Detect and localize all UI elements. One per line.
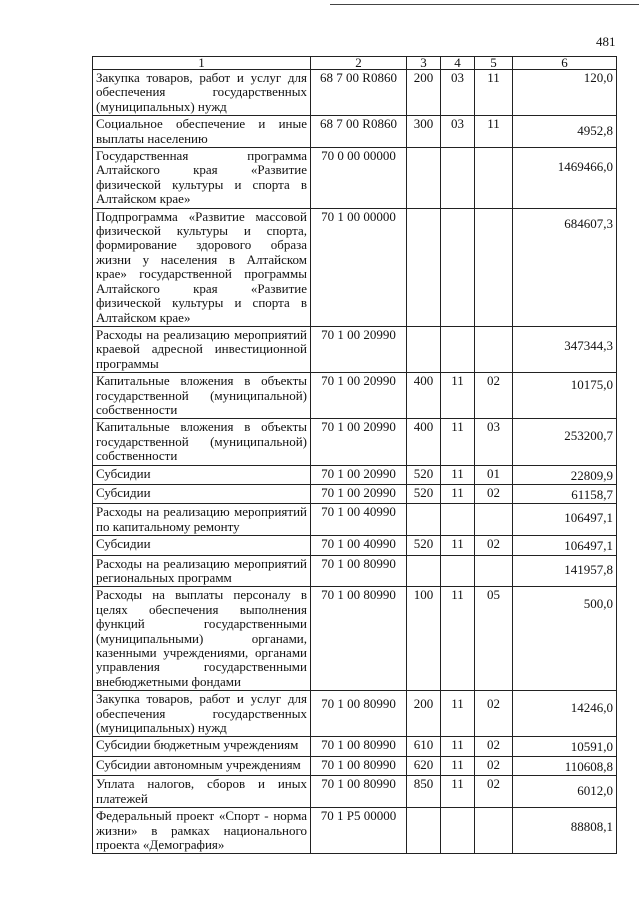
row-subsection: 02 — [475, 536, 513, 555]
row-expense-type: 400 — [407, 419, 441, 465]
table-row — [93, 691, 617, 737]
row-section: 11 — [441, 419, 475, 465]
table-row — [93, 326, 617, 372]
row-subsection: 05 — [475, 587, 513, 691]
column-header-5: 5 — [475, 57, 513, 70]
row-name: Субсидии — [93, 536, 311, 555]
row-expense-type: 610 — [407, 737, 441, 756]
row-subsection: 02 — [475, 484, 513, 503]
row-expense-type: 300 — [407, 116, 441, 148]
row-section: 11 — [441, 756, 475, 775]
row-name: Капитальные вложения в объекты государственной (муниципальной) собственности — [93, 373, 311, 419]
row-name: Субсидии бюджетным учреждениям — [93, 737, 311, 756]
row-expense-type: 850 — [407, 776, 441, 808]
row-code: 70 1 00 20990 — [311, 419, 407, 465]
table-header-row — [93, 57, 617, 70]
row-expense-type — [407, 148, 441, 209]
row-code: 70 1 00 40990 — [311, 504, 407, 536]
row-sum: 1469466,0 — [513, 148, 617, 209]
column-header-3: 3 — [407, 57, 441, 70]
row-code: 68 7 00 R0860 — [311, 116, 407, 148]
row-name: Расходы на выплаты персоналу в целях обеспечения выполнения функций государственными (муниципальными) органами, казенными учреждениями, органами управления государственными внебюджетными фондами — [93, 587, 311, 691]
row-subsection: 11 — [475, 70, 513, 116]
row-subsection — [475, 555, 513, 587]
row-expense-type: 200 — [407, 70, 441, 116]
row-sum: 10591,0 — [513, 737, 617, 756]
row-expense-type — [407, 208, 441, 326]
row-section: 11 — [441, 484, 475, 503]
row-name: Расходы на реализацию мероприятий по капитальному ремонту — [93, 504, 311, 536]
row-code: 70 1 00 80990 — [311, 737, 407, 756]
row-section: 03 — [441, 70, 475, 116]
row-expense-type: 200 — [407, 691, 441, 737]
row-code: 70 1 00 20990 — [311, 373, 407, 419]
row-name: Федеральный проект «Спорт - норма жизни» в рамках национального проекта «Демография» — [93, 808, 311, 854]
row-section: 11 — [441, 536, 475, 555]
row-name: Закупка товаров, работ и услуг для обеспечения государственных (муниципальных) нужд — [93, 70, 311, 116]
row-name: Субсидии — [93, 484, 311, 503]
row-code: 70 1 00 80990 — [311, 691, 407, 737]
row-section — [441, 326, 475, 372]
row-sum: 684607,3 — [513, 208, 617, 326]
row-section — [441, 504, 475, 536]
row-code: 70 1 00 40990 — [311, 536, 407, 555]
table-row — [93, 373, 617, 419]
table-row — [93, 465, 617, 484]
table-row — [93, 756, 617, 775]
row-name: Капитальные вложения в объекты государственной (муниципальной) собственности — [93, 419, 311, 465]
row-section: 11 — [441, 587, 475, 691]
row-expense-type: 620 — [407, 756, 441, 775]
row-expense-type: 100 — [407, 587, 441, 691]
row-subsection: 02 — [475, 756, 513, 775]
column-header-4: 4 — [441, 57, 475, 70]
table-row — [93, 419, 617, 465]
row-section: 11 — [441, 465, 475, 484]
row-name: Субсидии — [93, 465, 311, 484]
row-sum: 6012,0 — [513, 776, 617, 808]
table-row — [93, 536, 617, 555]
row-sum: 110608,8 — [513, 756, 617, 775]
row-sum: 4952,8 — [513, 116, 617, 148]
row-subsection — [475, 326, 513, 372]
row-code: 68 7 00 R0860 — [311, 70, 407, 116]
row-expense-type — [407, 808, 441, 854]
row-section — [441, 148, 475, 209]
row-section: 03 — [441, 116, 475, 148]
scan-edge-line — [330, 4, 639, 5]
table-row — [93, 116, 617, 148]
column-header-6: 6 — [513, 57, 617, 70]
row-name: Расходы на реализацию мероприятий краевой адресной инвестиционной программы — [93, 326, 311, 372]
row-subsection — [475, 148, 513, 209]
row-name: Государственная программа Алтайского края «Развитие физической культуры и спорта в Алтайском крае» — [93, 148, 311, 209]
table-row — [93, 555, 617, 587]
row-expense-type: 520 — [407, 465, 441, 484]
row-name: Уплата налогов, сборов и иных платежей — [93, 776, 311, 808]
row-section — [441, 555, 475, 587]
row-code: 70 0 00 00000 — [311, 148, 407, 209]
row-code: 70 1 00 80990 — [311, 587, 407, 691]
budget-table — [92, 56, 617, 854]
row-name: Подпрограмма «Развитие массовой физической культуры и спорта, формирование здорового образа жизни у населения в Алтайском крае» государственной программы Алтайского края «Развитие физической культуры и спорта в Алтайском крае» — [93, 208, 311, 326]
row-code: 70 1 00 80990 — [311, 776, 407, 808]
row-code: 70 1 P5 00000 — [311, 808, 407, 854]
row-sum: 22809,9 — [513, 465, 617, 484]
row-sum: 500,0 — [513, 587, 617, 691]
row-section: 11 — [441, 373, 475, 419]
page-number: 481 — [596, 34, 616, 49]
row-expense-type — [407, 504, 441, 536]
row-subsection — [475, 808, 513, 854]
row-code: 70 1 00 80990 — [311, 756, 407, 775]
row-sum: 106497,1 — [513, 504, 617, 536]
row-subsection — [475, 504, 513, 536]
row-code: 70 1 00 20990 — [311, 326, 407, 372]
row-sum: 120,0 — [513, 70, 617, 116]
row-subsection: 03 — [475, 419, 513, 465]
table-row — [93, 148, 617, 209]
row-section — [441, 808, 475, 854]
row-code: 70 1 00 00000 — [311, 208, 407, 326]
row-code: 70 1 00 20990 — [311, 484, 407, 503]
row-name: Социальное обеспечение и иные выплаты населению — [93, 116, 311, 148]
row-expense-type: 400 — [407, 373, 441, 419]
column-header-2: 2 — [311, 57, 407, 70]
row-sum: 106497,1 — [513, 536, 617, 555]
row-subsection: 02 — [475, 691, 513, 737]
row-sum: 347344,3 — [513, 326, 617, 372]
row-sum: 253200,7 — [513, 419, 617, 465]
row-section: 11 — [441, 691, 475, 737]
table-row — [93, 808, 617, 854]
row-sum: 88808,1 — [513, 808, 617, 854]
row-section — [441, 208, 475, 326]
row-subsection: 02 — [475, 373, 513, 419]
row-subsection: 11 — [475, 116, 513, 148]
row-section: 11 — [441, 737, 475, 756]
row-name: Субсидии автономным учреждениям — [93, 756, 311, 775]
row-sum: 61158,7 — [513, 484, 617, 503]
row-code: 70 1 00 80990 — [311, 555, 407, 587]
row-subsection: 02 — [475, 776, 513, 808]
row-name: Закупка товаров, работ и услуг для обеспечения государственных (муниципальных) нужд — [93, 691, 311, 737]
row-expense-type — [407, 555, 441, 587]
row-section: 11 — [441, 776, 475, 808]
table-row — [93, 484, 617, 503]
row-expense-type: 520 — [407, 536, 441, 555]
row-subsection: 01 — [475, 465, 513, 484]
column-header-1: 1 — [93, 57, 311, 70]
table-row — [93, 70, 617, 116]
row-sum: 141957,8 — [513, 555, 617, 587]
row-code: 70 1 00 20990 — [311, 465, 407, 484]
table-row — [93, 504, 617, 536]
row-subsection — [475, 208, 513, 326]
table-row — [93, 587, 617, 691]
row-expense-type: 520 — [407, 484, 441, 503]
row-sum: 14246,0 — [513, 691, 617, 737]
table-row — [93, 776, 617, 808]
row-sum: 10175,0 — [513, 373, 617, 419]
row-name: Расходы на реализацию мероприятий региональных программ — [93, 555, 311, 587]
table-row — [93, 208, 617, 326]
row-expense-type — [407, 326, 441, 372]
row-subsection: 02 — [475, 737, 513, 756]
table-row — [93, 737, 617, 756]
